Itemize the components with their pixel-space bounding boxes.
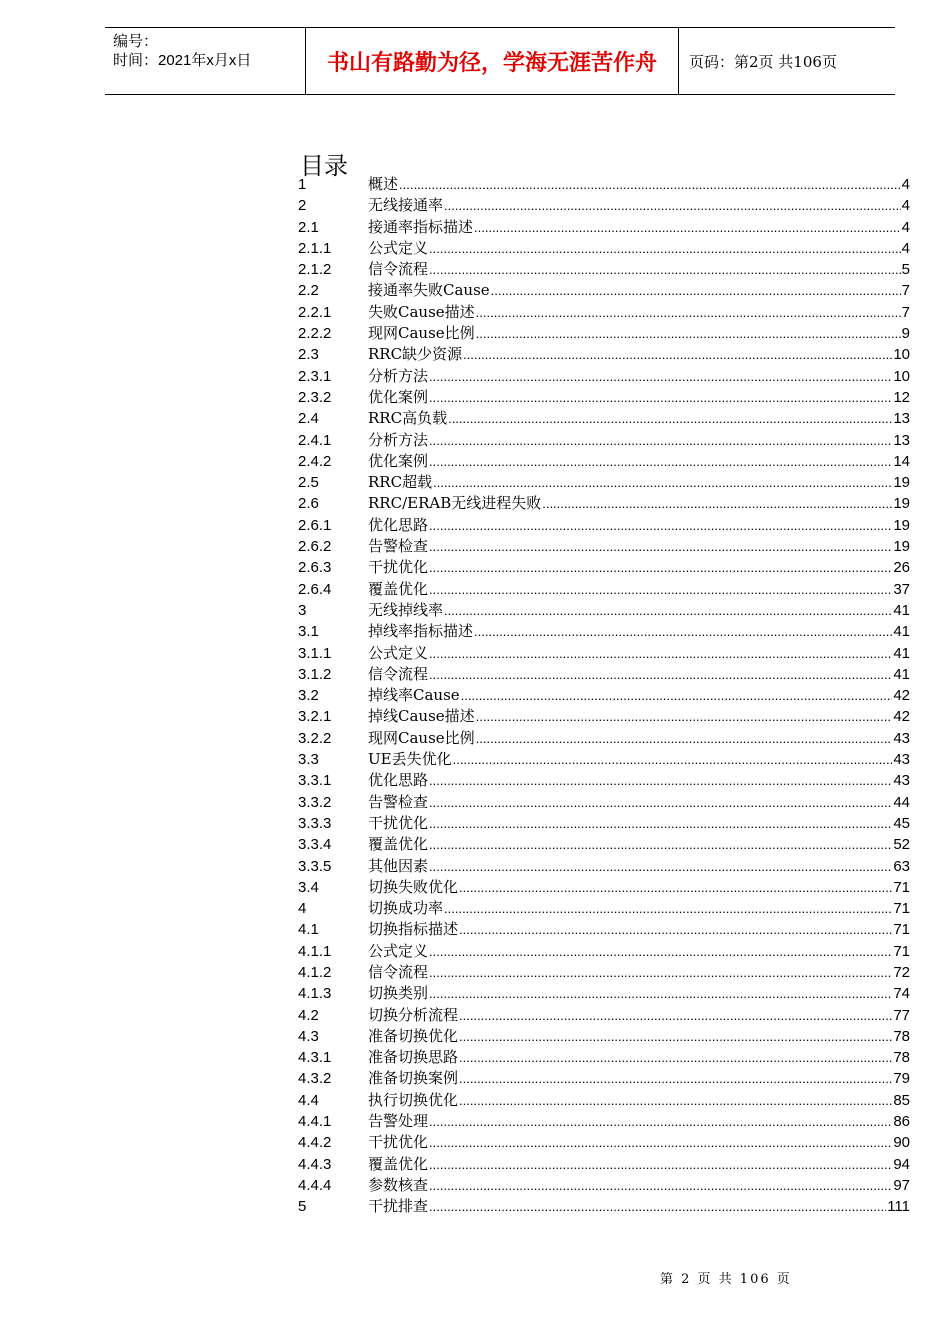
toc-entry-page: 19: [893, 495, 910, 513]
toc-entry[interactable]: [298, 579, 910, 600]
toc-leader-dots: [429, 1111, 892, 1132]
toc-entry-title: 优化案例: [368, 451, 429, 470]
toc-leader-dots: [433, 472, 892, 493]
toc-entry-title: 优化思路: [368, 515, 429, 534]
toc-entry[interactable]: [298, 685, 910, 706]
toc-entry-number: 4.1.3: [298, 985, 332, 1003]
toc-entry-page: 5: [901, 261, 910, 279]
toc-entry[interactable]: [298, 941, 910, 962]
toc-entry[interactable]: [298, 451, 910, 472]
toc-entry-title: 概述: [368, 175, 399, 193]
toc-leader-dots: [429, 366, 892, 387]
toc-entry[interactable]: [298, 962, 910, 983]
toc-leader-dots: [429, 1154, 892, 1175]
toc-entry-title: 干扰优化: [368, 1133, 429, 1152]
toc-title: 目录: [300, 152, 348, 180]
toc-entry-title: 掉线Cause描述: [368, 707, 475, 726]
toc-entry-number: 3.3.3: [298, 814, 332, 832]
toc-entry-number: 3: [298, 601, 307, 619]
toc-entry-number: 2.3: [298, 346, 319, 364]
toc-entry[interactable]: [298, 643, 910, 664]
toc-entry-page: 42: [893, 687, 910, 705]
toc-entry-page: 86: [893, 1113, 910, 1131]
toc-entry-page: 37: [893, 580, 910, 598]
toc-entry-title: 干扰优化: [368, 558, 429, 577]
toc-entry-title: 覆盖优化: [368, 835, 429, 854]
toc-entry[interactable]: [298, 557, 910, 578]
toc-leader-dots: [491, 280, 901, 301]
toc-leader-dots: [429, 1196, 886, 1217]
toc-entry-title: 切换成功率: [368, 899, 444, 918]
toc-entry-page: 78: [893, 1027, 910, 1045]
page-header: [105, 27, 895, 95]
toc-entry-title: 现网Cause比例: [368, 324, 475, 343]
toc-leader-dots: [459, 1005, 892, 1026]
toc-entry-number: 1: [298, 176, 307, 193]
page-footer: 第 2 页 共 106 页: [660, 1272, 792, 1287]
toc-leader-dots: [444, 898, 892, 919]
toc-entry-title: 告警检查: [368, 792, 429, 811]
toc-entry-number: 2.3.2: [298, 388, 332, 406]
toc-entry-page: 71: [893, 900, 910, 918]
toc-entry-number: 3.2.2: [298, 729, 332, 747]
toc-entry-number: 2.2: [298, 282, 319, 300]
toc-leader-dots: [429, 664, 892, 685]
toc-entry[interactable]: [298, 770, 910, 791]
toc-entry-title: 信令流程: [368, 962, 429, 981]
toc-entry-number: 3.3.5: [298, 857, 332, 875]
toc-entry-page: 13: [893, 410, 910, 428]
toc-entry-title: RRC/ERAB无线进程失败: [368, 494, 542, 513]
toc-entry[interactable]: [298, 706, 910, 727]
toc-entry-page: 42: [893, 708, 910, 726]
toc-entry-title: 现网Cause比例: [368, 728, 475, 747]
toc-entry-number: 2.2.1: [298, 303, 332, 321]
toc-entry-number: 4.1.1: [298, 942, 332, 960]
toc-entry[interactable]: [298, 1047, 910, 1068]
toc-entry-title: 干扰优化: [368, 813, 429, 832]
toc-entry-title: 切换分析流程: [368, 1005, 459, 1024]
toc-entry-title: 信令流程: [368, 260, 429, 279]
toc-leader-dots: [476, 728, 893, 749]
toc-entry-number: 4.4.1: [298, 1113, 332, 1131]
toc-entry[interactable]: [298, 430, 910, 451]
toc-entry[interactable]: [298, 1005, 910, 1026]
toc-entry-title: 其他因素: [368, 856, 429, 875]
toc-entry[interactable]: [298, 856, 910, 877]
toc-entry-page: 43: [893, 751, 910, 769]
toc-entry[interactable]: [298, 813, 910, 834]
toc-leader-dots: [459, 1047, 892, 1068]
toc-entry[interactable]: [298, 472, 910, 493]
toc-entry-title: 公式定义: [368, 941, 429, 960]
toc-leader-dots: [429, 856, 892, 877]
toc-entry-title: 信令流程: [368, 664, 429, 683]
toc-entry[interactable]: [298, 280, 910, 301]
toc-entry-title: RRC缺少资源: [368, 345, 463, 364]
toc-entry-page: 45: [893, 814, 910, 832]
toc-leader-dots: [429, 557, 892, 578]
toc-entry[interactable]: [298, 387, 910, 408]
toc-leader-dots: [459, 919, 892, 940]
toc-entry-page: 71: [893, 942, 910, 960]
toc-entry[interactable]: [298, 515, 910, 536]
toc-leader-dots: [444, 195, 901, 216]
toc-entry-number: 3.3: [298, 751, 319, 769]
toc-entry-number: 5: [298, 1198, 307, 1216]
toc-entry-number: 3.1.1: [298, 644, 332, 662]
toc-entry-number: 3.1: [298, 623, 319, 641]
toc-entry-title: 分析方法: [368, 430, 429, 449]
toc-entry[interactable]: [298, 323, 910, 344]
toc-entry[interactable]: [298, 408, 910, 429]
toc-entry-number: 2.2.2: [298, 325, 332, 343]
toc-entry[interactable]: [298, 1111, 910, 1132]
toc-entry[interactable]: [298, 664, 910, 685]
toc-entry-title: 优化案例: [368, 387, 429, 406]
toc-entry-number: 3.3.2: [298, 793, 332, 811]
toc-entry-number: 4.1: [298, 921, 319, 939]
toc-entry-title: 告警处理: [368, 1112, 429, 1131]
toc-entry[interactable]: [298, 898, 910, 919]
toc-entry-page: 41: [893, 623, 910, 641]
toc-entry-title: 切换失败优化: [368, 877, 459, 896]
document-number-label: 编号：: [113, 33, 159, 50]
toc-entry-title: 优化思路: [368, 771, 429, 790]
toc-entry-page: 78: [893, 1049, 910, 1067]
toc-entry-number: 2.6.1: [298, 516, 332, 534]
toc-entry-number: 2.5: [298, 474, 319, 492]
toc-leader-dots: [429, 770, 892, 791]
toc-entry-title: 无线接通率: [368, 196, 444, 215]
toc-entry-page: 43: [893, 729, 910, 747]
toc-leader-dots: [429, 259, 901, 280]
toc-entry-page: 4: [901, 218, 910, 236]
toc-entry[interactable]: [298, 195, 910, 216]
toc-leader-dots: [429, 1132, 892, 1153]
toc-entry-page: 7: [901, 303, 910, 321]
toc-entry-page: 41: [893, 665, 910, 683]
toc-entry-number: 4.2: [298, 1006, 319, 1024]
toc-leader-dots: [453, 749, 893, 770]
toc-entry-page: 12: [893, 388, 910, 406]
toc-entry-title: 公式定义: [368, 238, 429, 257]
toc-entry-number: 2.6.4: [298, 580, 332, 598]
toc-entry-number: 2.6: [298, 495, 319, 513]
toc-leader-dots: [459, 1090, 892, 1111]
toc-leader-dots: [459, 1068, 892, 1089]
toc-leader-dots: [429, 536, 892, 557]
toc-leader-dots: [429, 1175, 892, 1196]
toc-entry-number: 4.4: [298, 1091, 319, 1109]
table-of-contents: [298, 174, 910, 1218]
toc-entry-page: 10: [893, 346, 910, 364]
toc-entry-page: 19: [893, 538, 910, 556]
toc-leader-dots: [429, 579, 892, 600]
toc-entry-title: 切换指标描述: [368, 920, 459, 939]
toc-entry-number: 4.3.1: [298, 1049, 332, 1067]
toc-leader-dots: [461, 685, 893, 706]
toc-leader-dots: [459, 877, 892, 898]
toc-entry-page: 71: [893, 921, 910, 939]
toc-entry-page: 14: [893, 452, 910, 470]
toc-entry-number: 3.3.1: [298, 772, 332, 790]
toc-leader-dots: [444, 600, 892, 621]
toc-leader-dots: [463, 344, 892, 365]
toc-entry-title: 覆盖优化: [368, 1154, 429, 1173]
toc-entry-number: 3.1.2: [298, 665, 332, 683]
toc-leader-dots: [429, 451, 892, 472]
toc-entry[interactable]: [298, 366, 910, 387]
toc-entry-number: 2.1.2: [298, 261, 332, 279]
toc-entry-number: 3.2: [298, 687, 319, 705]
toc-entry-title: 参数核查: [368, 1175, 429, 1194]
toc-leader-dots: [429, 643, 892, 664]
toc-entry-page: 13: [893, 431, 910, 449]
toc-entry-page: 4: [901, 239, 910, 257]
toc-entry-page: 97: [893, 1176, 910, 1194]
toc-entry-title: 掉线率指标描述: [368, 622, 474, 641]
toc-entry-number: 2.4.2: [298, 452, 332, 470]
toc-entry-page: 90: [893, 1134, 910, 1152]
toc-entry[interactable]: [298, 1026, 910, 1047]
toc-entry[interactable]: [298, 1175, 910, 1196]
toc-leader-dots: [429, 962, 892, 983]
toc-entry-page: 4: [901, 197, 910, 215]
toc-leader-dots: [476, 302, 901, 323]
toc-leader-dots: [474, 217, 901, 238]
toc-entry[interactable]: [298, 1196, 910, 1217]
toc-entry-title: 接通率指标描述: [368, 217, 474, 236]
toc-leader-dots: [429, 792, 892, 813]
toc-entry-page: 19: [893, 474, 910, 492]
toc-entry-page: 77: [893, 1006, 910, 1024]
toc-leader-dots: [429, 813, 892, 834]
toc-entry[interactable]: [298, 1090, 910, 1111]
toc-entry-number: 4.3: [298, 1027, 319, 1045]
toc-entry-page: 52: [893, 836, 910, 854]
toc-entry-page: 41: [893, 644, 910, 662]
toc-entry-number: 2: [298, 197, 307, 215]
header-page-info: 页码：第2页 共106页: [689, 52, 837, 71]
toc-entry[interactable]: [298, 792, 910, 813]
toc-entry-page: 7: [901, 282, 910, 300]
toc-entry-page: 9: [901, 325, 910, 343]
toc-entry[interactable]: [298, 1132, 910, 1153]
toc-entry-title: RRC超载: [368, 473, 433, 492]
toc-leader-dots: [429, 834, 892, 855]
toc-entry[interactable]: [298, 1154, 910, 1175]
toc-entry-page: 44: [893, 793, 910, 811]
toc-entry-number: 4.4.4: [298, 1176, 332, 1194]
toc-leader-dots: [429, 430, 892, 451]
toc-entry-number: 2.1: [298, 218, 319, 236]
toc-entry-page: 63: [893, 857, 910, 875]
toc-entry[interactable]: [298, 174, 910, 195]
toc-entry[interactable]: [298, 217, 910, 238]
toc-entry-page: 19: [893, 516, 910, 534]
toc-leader-dots: [459, 1026, 892, 1047]
toc-entry[interactable]: [298, 728, 910, 749]
toc-entry-title: 失败Cause描述: [368, 302, 475, 321]
toc-entry[interactable]: [298, 621, 910, 642]
toc-leader-dots: [429, 983, 892, 1004]
toc-entry-title: 准备切换案例: [368, 1069, 459, 1088]
toc-leader-dots: [448, 408, 892, 429]
toc-leader-dots: [429, 515, 892, 536]
toc-entry[interactable]: [298, 238, 910, 259]
toc-entry-number: 2.4: [298, 410, 319, 428]
toc-entry-title: 准备切换思路: [368, 1048, 459, 1067]
toc-entry-number: 2.6.2: [298, 538, 332, 556]
toc-entry[interactable]: [298, 600, 910, 621]
toc-entry-number: 2.3.1: [298, 367, 332, 385]
toc-leader-dots: [429, 941, 892, 962]
toc-entry-title: 分析方法: [368, 366, 429, 385]
toc-entry-title: 公式定义: [368, 643, 429, 662]
toc-leader-dots: [542, 493, 892, 514]
toc-entry-title: RRC高负载: [368, 409, 448, 428]
toc-entry-page: 43: [893, 772, 910, 790]
toc-entry-title: 掉线率Cause: [368, 686, 460, 705]
toc-entry-page: 71: [893, 878, 910, 896]
toc-entry[interactable]: [298, 344, 910, 365]
toc-entry-page: 94: [893, 1155, 910, 1173]
toc-leader-dots: [429, 238, 901, 259]
document-time-label: 时间：2021年x月x日: [113, 52, 252, 69]
toc-leader-dots: [399, 174, 901, 195]
header-meta: [105, 28, 306, 94]
toc-entry[interactable]: [298, 302, 910, 323]
toc-entry[interactable]: [298, 1068, 910, 1089]
toc-entry-title: 干扰排查: [368, 1197, 429, 1216]
toc-entry-title: 接通率失败Cause: [368, 281, 490, 300]
toc-entry-page: 74: [893, 985, 910, 1003]
toc-entry-title: 告警检查: [368, 537, 429, 556]
toc-entry-title: 无线掉线率: [368, 600, 444, 619]
toc-entry[interactable]: [298, 919, 910, 940]
toc-entry[interactable]: [298, 259, 910, 280]
toc-entry-number: 3.4: [298, 878, 319, 896]
toc-entry[interactable]: [298, 493, 910, 514]
toc-entry-title: 准备切换优化: [368, 1026, 459, 1045]
toc-entry-title: 切换类别: [368, 984, 429, 1003]
header-motto: 书山有路勤为径，学海无涯苦作舟: [306, 28, 679, 94]
toc-entry-number: 3.3.4: [298, 836, 332, 854]
toc-entry-page: 72: [893, 963, 910, 981]
toc-entry-page: 85: [893, 1091, 910, 1109]
toc-entry-number: 2.1.1: [298, 239, 332, 257]
toc-entry[interactable]: [298, 983, 910, 1004]
toc-entry-page: 79: [893, 1070, 910, 1088]
toc-entry-number: 4.1.2: [298, 963, 332, 981]
toc-entry-page: 10: [893, 367, 910, 385]
toc-leader-dots: [476, 706, 893, 727]
toc-leader-dots: [474, 621, 892, 642]
toc-entry-number: 3.2.1: [298, 708, 332, 726]
toc-leader-dots: [429, 387, 892, 408]
toc-entry-page: 26: [893, 559, 910, 577]
toc-entry-number: 4.4.3: [298, 1155, 332, 1173]
toc-entry-page: 41: [893, 601, 910, 619]
toc-entry-title: 执行切换优化: [368, 1090, 459, 1109]
toc-entry-number: 2.6.3: [298, 559, 332, 577]
toc-entry-number: 4: [298, 900, 307, 918]
toc-entry[interactable]: [298, 834, 910, 855]
toc-entry-page: 111: [887, 1198, 910, 1216]
toc-entry[interactable]: [298, 877, 910, 898]
toc-entry-number: 4.4.2: [298, 1134, 332, 1152]
toc-entry-number: 2.4.1: [298, 431, 332, 449]
toc-entry-title: UE丢失优化: [368, 750, 452, 769]
toc-entry-title: 覆盖优化: [368, 579, 429, 598]
toc-entry[interactable]: [298, 536, 910, 557]
toc-entry-page: 4: [901, 176, 910, 193]
toc-entry-number: 4.3.2: [298, 1070, 332, 1088]
toc-entry[interactable]: [298, 749, 910, 770]
toc-leader-dots: [476, 323, 901, 344]
